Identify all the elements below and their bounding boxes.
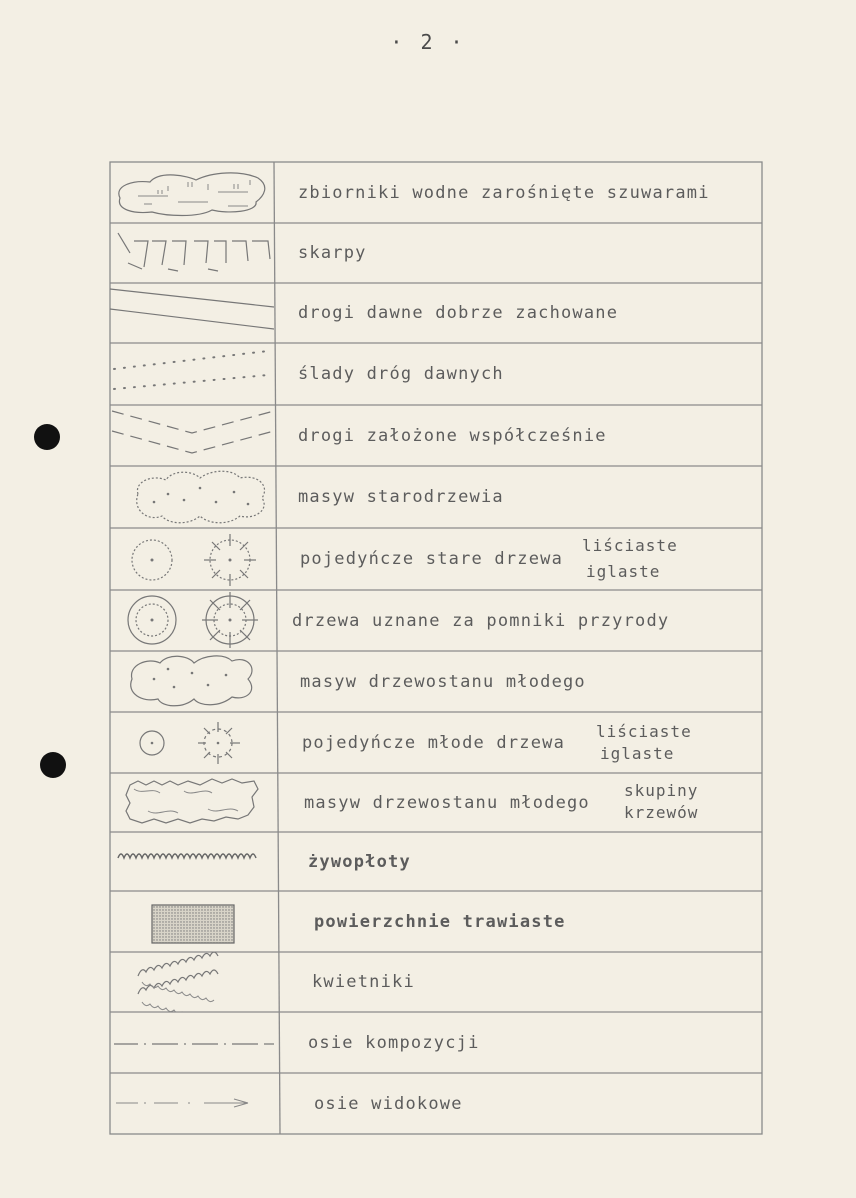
- punch-hole-top: [34, 424, 60, 450]
- legend-row: [108, 832, 764, 891]
- legend-sublabel-shrubs: krzewów: [624, 803, 699, 822]
- legend-label: drzewa uznane za pomniki przyrody: [292, 610, 670, 631]
- legend-table: [108, 160, 764, 1136]
- grass-area-symbol: [108, 891, 274, 952]
- monument-trees-symbol: [108, 590, 274, 651]
- flowerbed-symbol: [108, 952, 274, 1012]
- young-stand-mass-symbol: [108, 651, 274, 712]
- legend-row: [108, 162, 764, 223]
- page-number: · 2 ·: [390, 30, 466, 54]
- composition-axis-symbol: [108, 1012, 274, 1073]
- legend-sublabel-coniferous: iglaste: [600, 744, 675, 763]
- legend-label: skarpy: [298, 243, 367, 263]
- legend-row: [108, 952, 764, 1012]
- hedge-symbol: [108, 832, 274, 891]
- legend-row: [108, 283, 764, 343]
- legend-sublabel-coniferous: iglaste: [586, 562, 661, 581]
- legend-row: [108, 223, 764, 283]
- legend-label: kwietniki: [312, 972, 415, 992]
- legend-row: [108, 891, 764, 952]
- legend-sublabel-shrub-groups: skupiny: [624, 781, 699, 800]
- legend-sublabel-deciduous: liściaste: [582, 536, 678, 555]
- legend-label: żywopłoty: [308, 851, 411, 872]
- legend-label: ślady dróg dawnych: [298, 364, 504, 384]
- legend-label: masyw starodrzewia: [298, 487, 504, 507]
- reed-pond-symbol: [108, 162, 274, 223]
- legend-row: [108, 773, 764, 832]
- legend-label: powierzchnie trawiaste: [314, 911, 566, 932]
- single-old-trees-symbol: [108, 528, 274, 590]
- old-tree-mass-symbol: [108, 466, 274, 528]
- legend-row: [108, 405, 764, 466]
- legend-row: [108, 590, 764, 651]
- dotted-road-symbol: [108, 343, 274, 405]
- legend-label: osie kompozycji: [308, 1032, 480, 1053]
- legend-row: [108, 1073, 764, 1134]
- legend-row: [108, 528, 764, 590]
- legend-label: masyw drzewostanu młodego: [304, 792, 590, 813]
- dashed-road-symbol: [108, 405, 274, 466]
- escarpment-symbol: [108, 223, 274, 283]
- legend-label: pojedyńcze stare drzewa: [300, 549, 564, 569]
- single-young-trees-symbol: [108, 712, 274, 773]
- legend-row: [108, 343, 764, 405]
- shrub-group-symbol: [108, 773, 274, 832]
- legend-label: osie widokowe: [314, 1093, 463, 1114]
- old-road-line-symbol: [108, 283, 274, 343]
- legend-row: [108, 466, 764, 528]
- legend-row: [108, 712, 764, 773]
- legend-row: [108, 651, 764, 712]
- legend-label: drogi dawne dobrze zachowane: [298, 303, 619, 323]
- legend-label: drogi założone współcześnie: [298, 425, 607, 446]
- legend-row: [108, 1012, 764, 1073]
- legend-label: pojedyńcze młode drzewa: [302, 732, 566, 753]
- punch-hole-bottom: [40, 752, 66, 778]
- view-axis-symbol: [108, 1073, 274, 1134]
- legend-sublabel-deciduous: liściaste: [596, 722, 692, 741]
- legend-label: zbiorniki wodne zarośnięte szuwarami: [298, 182, 710, 203]
- legend-label: masyw drzewostanu młodego: [300, 671, 586, 692]
